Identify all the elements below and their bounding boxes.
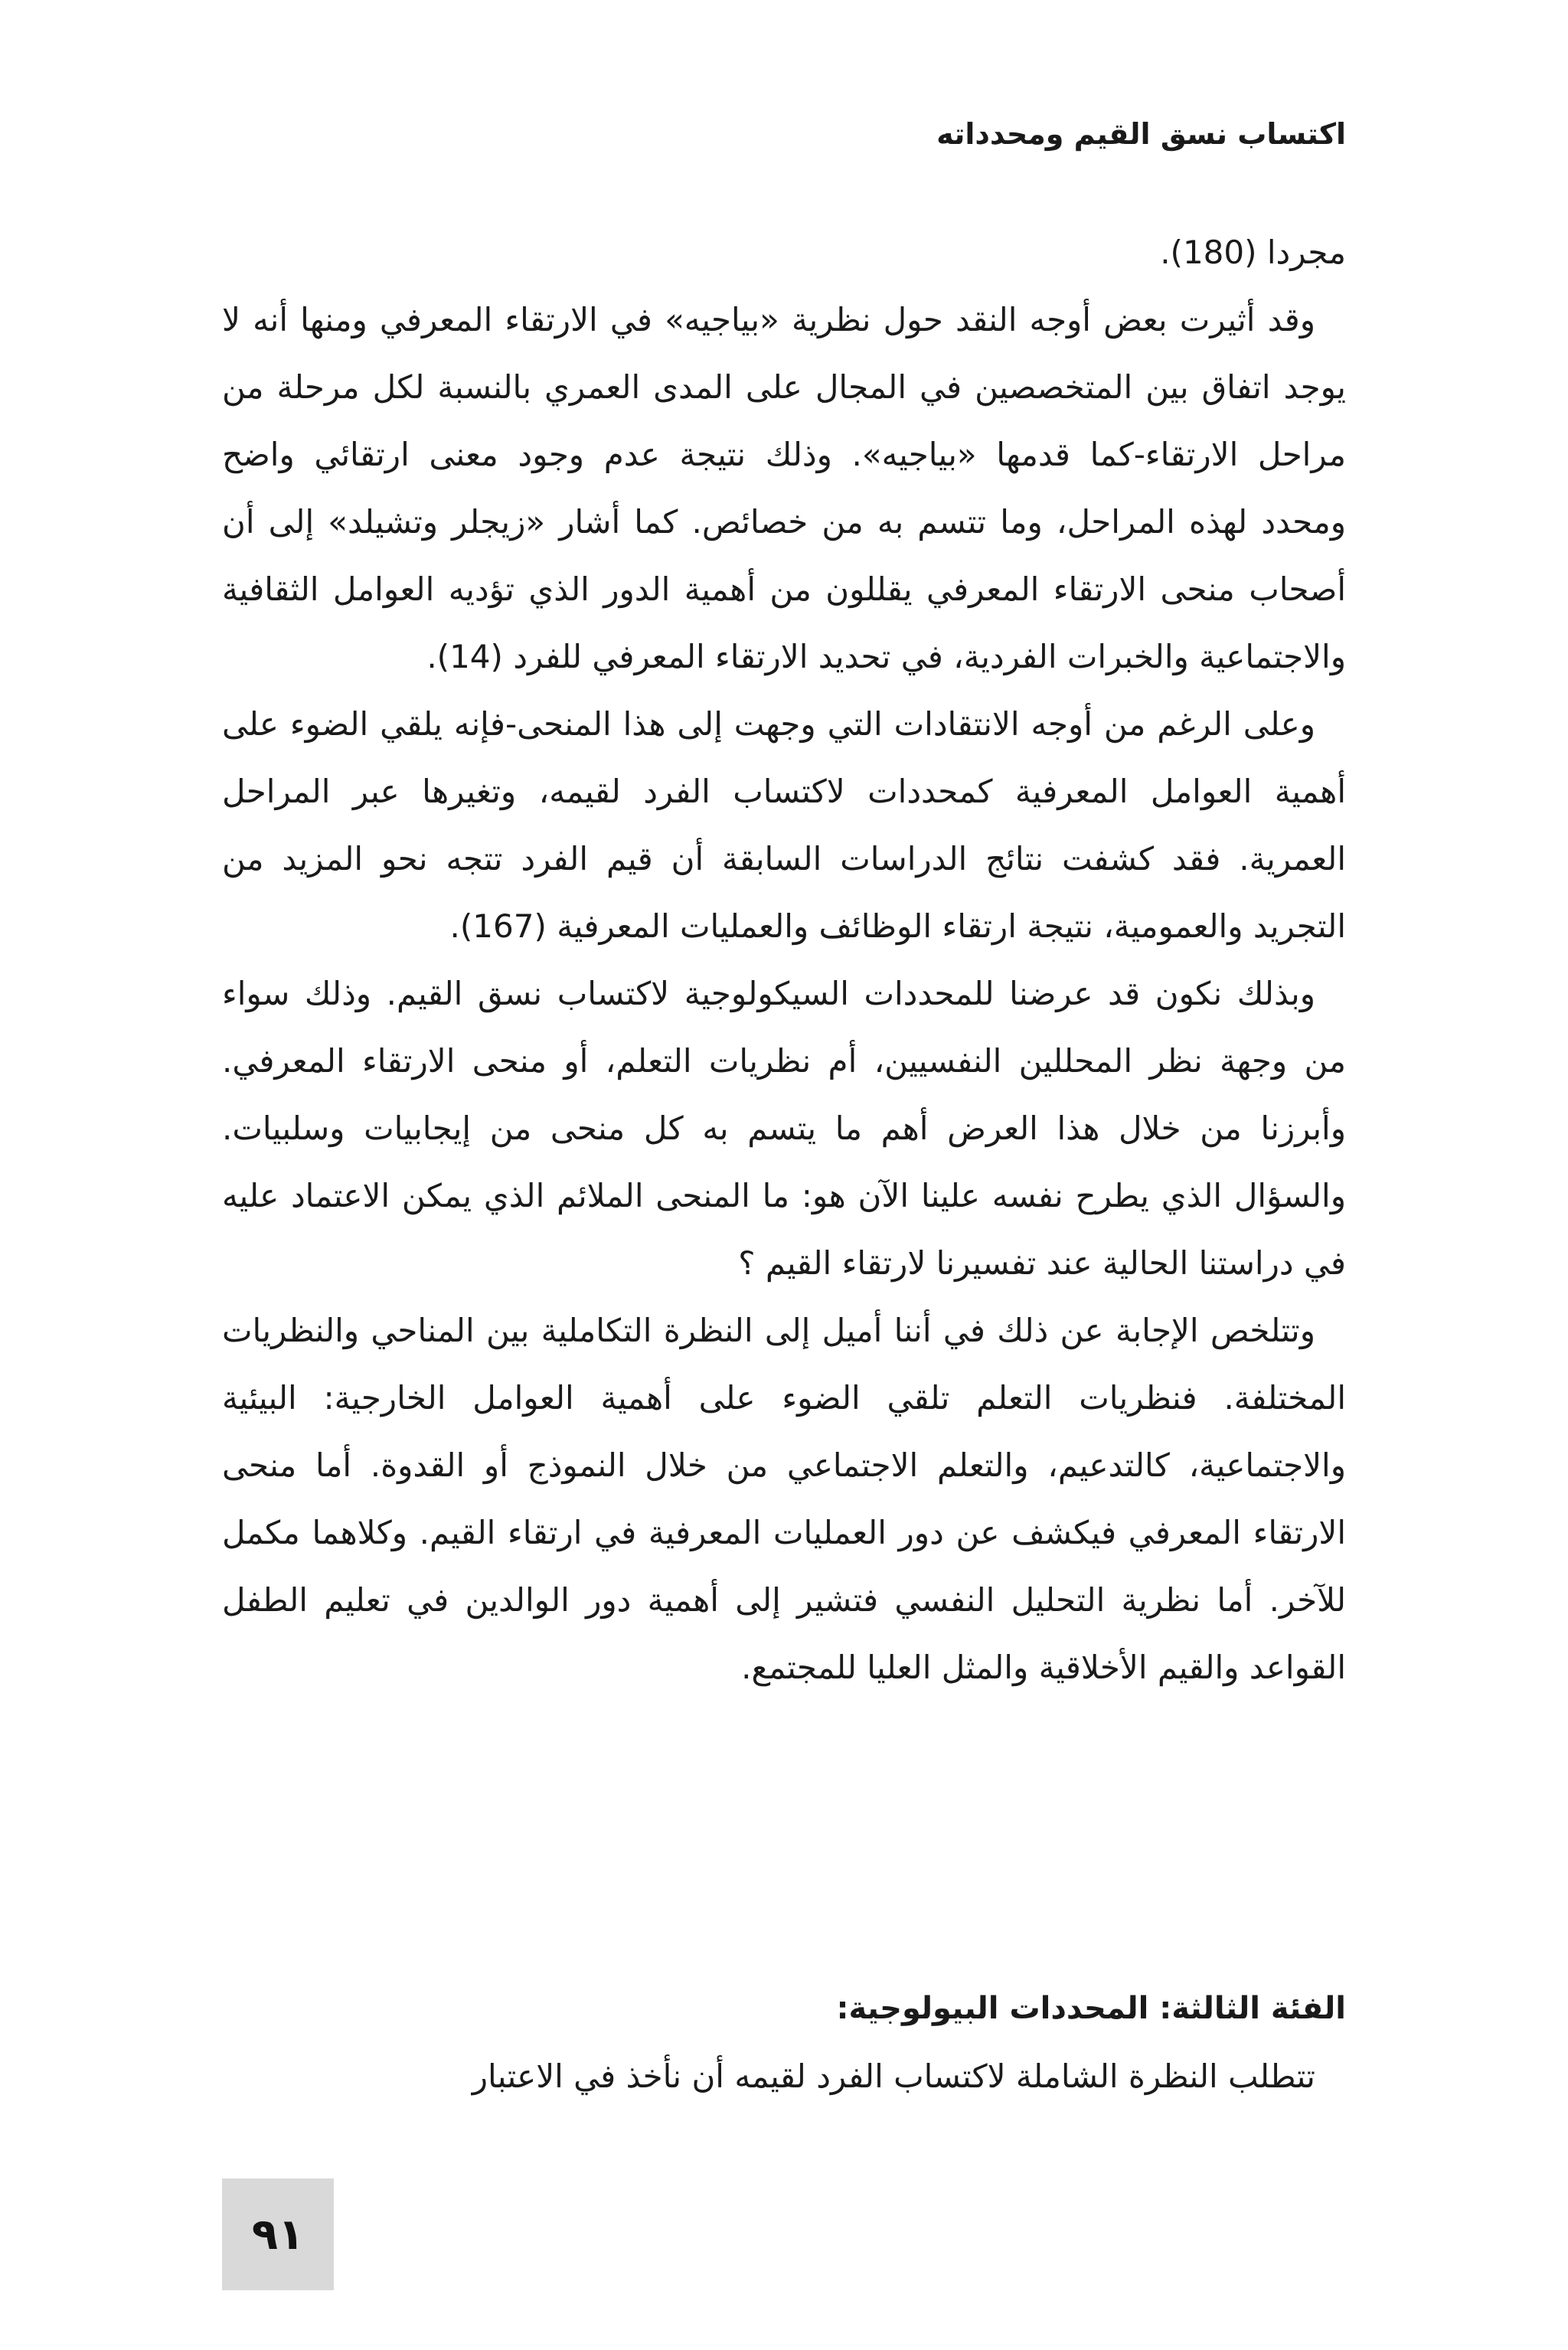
paragraph-3: وعلى الرغم من أوجه الانتقادات التي وجهت إلى هذا المنحى-فإنه يلقي الضوء على أهمية العوامل المعرفية كمحددات لاكتساب الفرد لقيمه، وتغيرها عبر المراحل العمرية. فقد كشفت نتائج الدراسات السابقة أن قيم الفرد تتجه نحو المزيد من التجريد والعمومية، نتيجة ارتقاء الوظائف والعمليات المعرفية (167). bbox=[222, 705, 1346, 945]
page-number: ٩١ bbox=[251, 2209, 305, 2260]
section-first-line: تتطلب النظرة الشاملة لاكتساب الفرد لقيمه أن نأخذ في الاعتبار bbox=[472, 2057, 1315, 2095]
paragraph-2: وقد أثيرت بعض أوجه النقد حول نظرية «بياجيه» في الارتقاء المعرفي ومنها أنه لا يوجد اتفاق بين المتخصصين في المجال على المدى العمري بالنسبة لكل مرحلة من مراحل الارتقاء-كما قدمها «بياجيه». وذلك نتيجة عدم وجود معنى ارتقائي واضح ومحدد لهذه المراحل، وما تتسم به من خصائص. كما أشار «زيجلر وتشيلد» إلى أن أصحاب منحى الارتقاء المعرفي يقللون من أهمية الدور الذي تؤديه العوامل الثقافية والاجتماعية والخبرات الفردية، في تحديد الارتقاء المعرفي للفرد (14). bbox=[222, 301, 1346, 675]
paragraph-4: وبذلك نكون قد عرضنا للمحددات السيكولوجية لاكتساب نسق القيم. وذلك سواء من وجهة نظر المحللين النفسيين، أم نظريات التعلم، أو منحى الارتقاء المعرفي. وأبرزنا من خلال هذا العرض أهم ما يتسم به كل منحى من إيجابيات وسلبيات. والسؤال الذي يطرح نفسه علينا الآن هو: ما المنحى الملائم الذي يمكن الاعتماد عليه في دراستنا الحالية عند تفسيرنا لارتقاء القيم ؟ bbox=[222, 975, 1346, 1282]
paragraph-5: وتتلخص الإجابة عن ذلك في أننا أميل إلى النظرة التكاملية بين المناحي والنظريات المختلفة. فنظريات التعلم تلقي الضوء على أهمية العوامل الخارجية: البيئية والاجتماعية، كالتدعيم، والتعلم الاجتماعي من خلال النموذج أو القدوة. أما منحى الارتقاء المعرفي فيكشف عن دور العمليات المعرفية في ارتقاء القيم. وكلاهما مكمل للآخر. أما نظرية التحليل النفسي فتشير إلى أهمية دور الوالدين في تعليم الطفل القواعد والقيم الأخلاقية والمثل العليا للمجتمع. bbox=[222, 1312, 1346, 1686]
page-number-box bbox=[222, 2178, 334, 2290]
running-header-title: اكتساب نسق القيم ومحدداته bbox=[936, 117, 1346, 151]
body-text bbox=[222, 219, 1346, 1701]
section-heading: الفئة الثالثة: المحددات البيولوجية: bbox=[836, 1991, 1346, 2026]
paragraph-1: مجردا (180). bbox=[1160, 234, 1346, 271]
